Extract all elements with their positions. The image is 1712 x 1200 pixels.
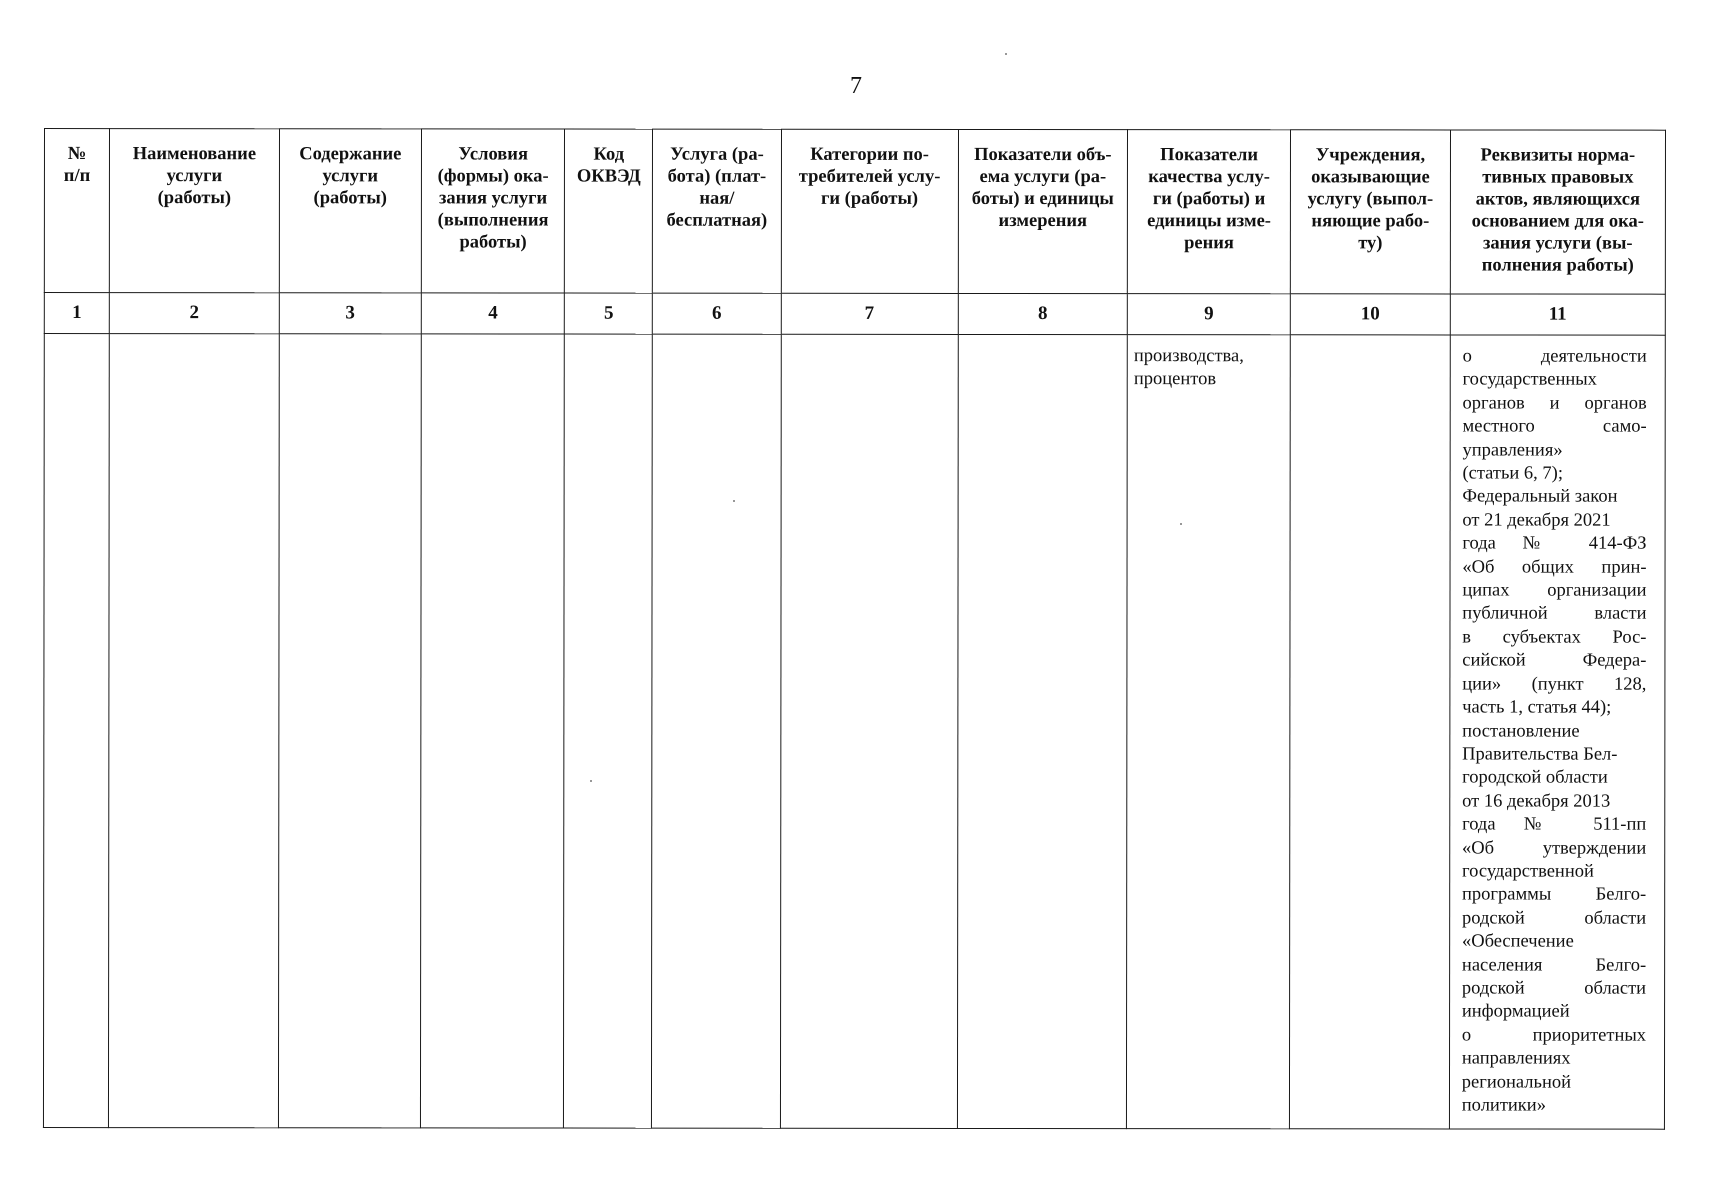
cell-volume-indicators <box>957 334 1127 1128</box>
header-label-line: Содержание <box>299 144 402 165</box>
column-number-cell: 9 <box>1127 294 1290 335</box>
header-label-line: услугу (выпол- <box>1307 189 1434 210</box>
cell-okved-code <box>564 334 653 1128</box>
header-label-line: ту) <box>1358 233 1383 254</box>
header-cell <box>1450 130 1665 294</box>
cell-legal-acts <box>1449 335 1665 1129</box>
legal-act-line: направлениях <box>1461 1048 1571 1069</box>
header-label-line: зания услуги <box>438 188 548 209</box>
header-label-line: Показатели <box>1160 145 1259 166</box>
header-label-line: Наименование <box>132 144 257 165</box>
header-cell <box>653 129 781 293</box>
column-number-cell: 8 <box>958 293 1128 334</box>
header-cell <box>1290 130 1450 294</box>
header-label-line: единицы изме- <box>1147 211 1271 232</box>
cell-number <box>43 334 109 1128</box>
column-number-cell: 2 <box>109 293 279 334</box>
table-row <box>43 334 1665 1130</box>
header-label-line: полнения работы) <box>1481 255 1634 276</box>
column-number-cell: 3 <box>279 293 421 334</box>
header-cell <box>279 129 421 293</box>
header-cell <box>565 129 653 293</box>
column-number-cell: 1 <box>44 293 109 334</box>
legal-act-line: ции» (пункт 128, <box>1462 674 1647 695</box>
legal-act-line: родской области <box>1461 978 1647 999</box>
header-label-line: ги (работы) <box>820 188 919 209</box>
header-label-line: няющие рабо- <box>1311 211 1430 232</box>
header-cell <box>44 129 109 293</box>
cell-quality-indicators <box>1127 335 1291 1129</box>
page-number: 7 <box>850 73 862 99</box>
legal-act-line: государственной <box>1462 861 1594 882</box>
header-label-line: качества услу- <box>1148 167 1270 188</box>
header-label-line: бота) (плат- <box>667 166 767 187</box>
legal-act-line: сийской Федера- <box>1462 650 1647 671</box>
scan-speck <box>590 780 592 782</box>
header-cell <box>1127 130 1290 294</box>
header-label-line: актов, являющихся <box>1475 189 1640 210</box>
legal-act-line: от 16 декабря 2013 <box>1462 791 1611 812</box>
header-label-line: рения <box>1184 233 1234 254</box>
header-label-line: (работы) <box>313 188 387 209</box>
header-label-line: оказывающие <box>1311 167 1430 188</box>
header-label-line: боты) и единицы <box>971 188 1114 210</box>
header-label-line: Показатели объ- <box>974 144 1112 166</box>
legal-act-line: органов и органов <box>1462 393 1647 414</box>
header-label-line: зания услуги (вы- <box>1482 233 1633 254</box>
header-label-line: тивных правовых <box>1482 167 1634 188</box>
header-cell <box>781 129 958 293</box>
legal-act-line: информацией <box>1461 1001 1570 1022</box>
cell-institutions <box>1290 335 1451 1129</box>
legal-act-line: в субъектах Рос- <box>1462 627 1647 648</box>
header-label-line: п/п <box>63 166 91 187</box>
services-table <box>43 128 1666 1130</box>
legal-act-line: городской области <box>1462 767 1608 788</box>
legal-act-line: «Об общих прин- <box>1462 557 1647 578</box>
cell-service-content <box>278 334 421 1128</box>
legal-act-line: о деятельности <box>1462 346 1647 367</box>
services-table-frame <box>43 128 1666 1130</box>
header-label-line: ная/ <box>699 188 735 209</box>
legal-act-line: года № 414-ФЗ <box>1462 533 1647 554</box>
header-label-line: измерения <box>998 210 1088 232</box>
header-label-line: ОКВЭД <box>576 166 641 187</box>
header-cell <box>421 129 565 293</box>
header-label-line: Услуга (ра- <box>670 144 764 165</box>
legal-act-line: программы Белго- <box>1461 884 1647 906</box>
header-label-line: основанием для ока- <box>1471 211 1644 232</box>
legal-act-line: политики» <box>1461 1095 1546 1116</box>
header-label-line: ги (работы) и <box>1152 189 1266 210</box>
header-label-line: Условия <box>458 144 528 165</box>
legal-act-line: (статьи 6, 7); <box>1462 463 1563 484</box>
column-number-cell: 11 <box>1450 294 1665 335</box>
header-label-line: требителей услу- <box>798 166 941 187</box>
header-label-line: работы) <box>459 232 527 253</box>
legal-act-line: «Обеспечение <box>1461 931 1574 952</box>
legal-act-line: Правительства Бел- <box>1462 744 1618 765</box>
column-number-row <box>44 293 1665 336</box>
quality-line: процентов <box>1133 369 1217 390</box>
legal-act-line: публичной власти <box>1462 603 1647 625</box>
header-label-line: услуги <box>166 166 223 187</box>
header-label-line: (выполнения <box>437 210 549 231</box>
header-label-line: (формы) ока- <box>437 166 549 187</box>
legal-act-line: часть 1, статья 44); <box>1462 697 1612 718</box>
column-number-cell: 4 <box>421 293 564 334</box>
legal-act-line: населения Белго- <box>1461 955 1647 976</box>
header-label-line: Категории по- <box>810 144 929 165</box>
header-cell <box>958 129 1128 293</box>
quality-line: производства, <box>1133 346 1244 367</box>
legal-act-line: постановление <box>1462 720 1580 742</box>
legal-act-line: управления» <box>1462 440 1563 461</box>
header-label-line: услуги <box>322 166 379 187</box>
legal-act-line: Федеральный закон <box>1462 486 1618 508</box>
header-row <box>44 129 1665 295</box>
column-number-cell: 10 <box>1290 294 1450 335</box>
scan-speck <box>1180 523 1182 525</box>
header-label-line: Код <box>593 144 625 165</box>
legal-act-line: родской области <box>1461 908 1647 929</box>
column-number-cell: 7 <box>781 293 958 334</box>
cell-paid-free <box>652 334 781 1128</box>
legal-act-line: от 21 декабря 2021 <box>1462 510 1611 531</box>
header-label-line: Учреждения, <box>1315 145 1426 166</box>
column-number-cell: 6 <box>653 293 781 334</box>
cell-conditions <box>420 334 564 1128</box>
legal-act-line: ципах организации <box>1462 580 1647 601</box>
column-number-cell: 5 <box>565 293 653 334</box>
header-cell <box>110 129 280 293</box>
cell-consumer-categories <box>780 334 958 1128</box>
scan-speck <box>733 500 735 502</box>
scan-speck <box>1005 53 1007 55</box>
header-label-line: (работы) <box>157 188 232 209</box>
header-label-line: бесплатная) <box>666 210 768 231</box>
legal-act-line: государственных <box>1462 369 1597 391</box>
legal-act-line: местного само- <box>1462 416 1647 437</box>
legal-act-line: года № 511-пп <box>1462 814 1647 835</box>
header-label-line: Реквизиты норма- <box>1480 145 1636 166</box>
header-label-line: № <box>67 144 87 165</box>
legal-act-line: региональной <box>1461 1072 1572 1093</box>
header-label-line: ема услуги (ра- <box>979 166 1107 188</box>
legal-act-line: о приоритетных <box>1461 1025 1647 1046</box>
legal-act-line: «Об утверждении <box>1462 838 1647 859</box>
cell-service-name <box>109 334 279 1128</box>
